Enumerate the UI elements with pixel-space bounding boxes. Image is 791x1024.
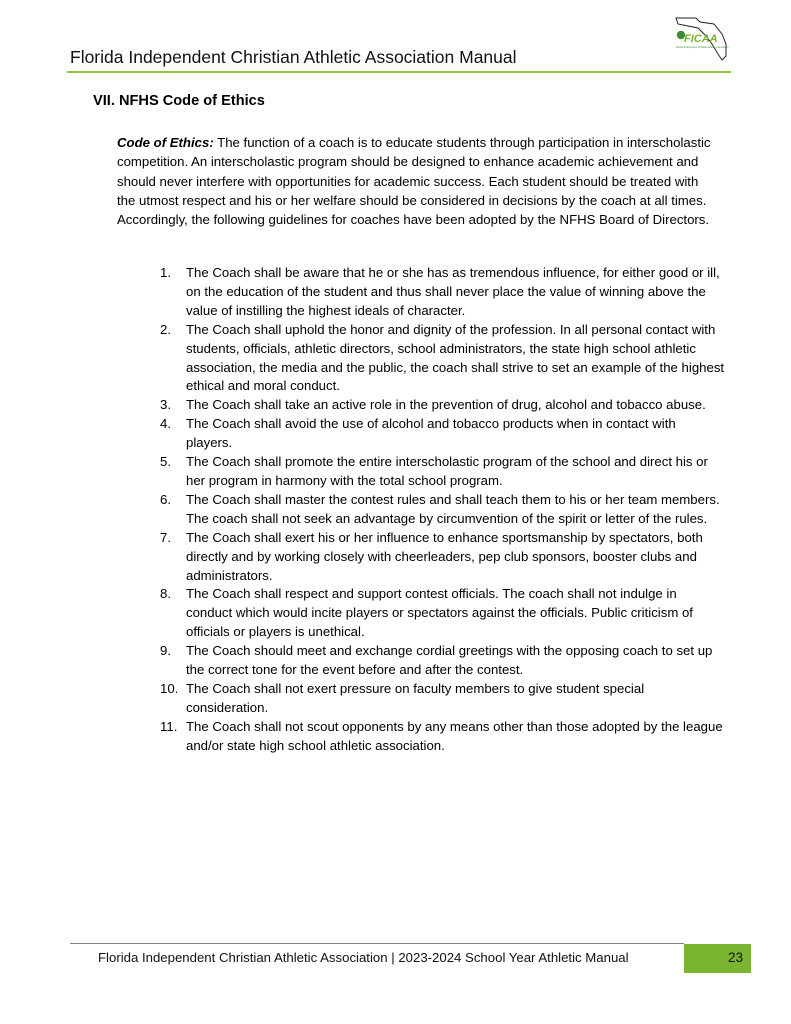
page-number-box	[684, 944, 751, 973]
guideline-item	[160, 491, 725, 529]
guideline-text: The Coach shall master the contest rules and shall teach them to his or her team members. The coach shall not seek an advantage by circumvention of the spirit or letter of the rules.	[186, 491, 720, 526]
intro-body: The function of a coach is to educate students through participation in interscholastic competition. An interscholastic program should be designed to enhance academic achievement and should never interfere with opportunities for academic success. Each student should be treated with the utmost respect and his or her welfare should be considered in decisions by the coach at all times. Accordingly, the following guidelines for coaches have been adopted by the NFHS Board of Directors.	[117, 135, 711, 228]
intro-lead: Code of Ethics:	[117, 135, 214, 150]
guideline-number: 4.	[160, 416, 171, 432]
guideline-item	[160, 718, 725, 756]
guideline-number: 1.	[160, 265, 171, 280]
guideline-item	[160, 529, 725, 586]
guideline-number: 6.	[160, 491, 171, 507]
header-divider	[67, 71, 731, 73]
guideline-text: The Coach shall not scout opponents by any means other than those adopted by the league and/or state high school athletic association.	[186, 718, 723, 753]
guideline-number: 7.	[160, 529, 171, 545]
guideline-number: 5.	[160, 454, 171, 470]
guideline-number: 10.	[160, 680, 179, 696]
guideline-item	[160, 396, 725, 415]
guideline-item	[160, 642, 725, 680]
guideline-text: The Coach shall promote the entire interscholastic program of the school and direct his or her program in harmony with the total school program.	[186, 454, 708, 488]
guideline-text: The Coach shall not exert pressure on faculty members to give student special consideration.	[186, 680, 645, 715]
intro-paragraph	[117, 133, 717, 229]
guideline-text: The Coach shall exert his or her influence to enhance sportsmanship by spectators, both directly and by working closely with cheerleaders, pep club sponsors, booster clubs and administrators.	[186, 529, 703, 583]
guideline-item	[160, 453, 725, 491]
guideline-item	[160, 415, 725, 453]
guideline-text: The Coach shall respect and support contest officials. The coach shall not indulge in conduct which would incite players or spectators against the officials. Public criticism of officials or players is unethical.	[186, 586, 693, 640]
guideline-number: 8.	[160, 586, 171, 602]
guidelines-list	[160, 264, 725, 756]
guideline-number: 2.	[160, 321, 171, 337]
guideline-text: The Coach shall be aware that he or she has as tremendous influence, for either good or ill, on the education of the student and thus shall never place the value of winning above the value of instilling the highest ideals of character.	[186, 265, 720, 318]
footer-divider	[70, 943, 684, 944]
guideline-text: The Coach should meet and exchange cordial greetings with the opposing coach to set up the correct tone for the event before and after the contest.	[186, 643, 713, 678]
footer-text: Florida Independent Christian Athletic Association | 2023-2024 School Year Athletic Manual	[98, 950, 629, 965]
guideline-item	[160, 585, 725, 642]
svg-text:FICAA: FICAA	[684, 33, 718, 45]
guideline-item	[160, 264, 725, 321]
guideline-number: 3.	[160, 397, 171, 413]
svg-text:Florida Independent Christian: Florida Independent Christian Athletic Association	[676, 46, 729, 49]
page-number: 23	[727, 950, 743, 965]
guideline-number: 9.	[160, 643, 171, 659]
section-heading: VII. NFHS Code of Ethics	[93, 93, 265, 109]
guideline-item	[160, 680, 725, 718]
guideline-number: 11.	[160, 718, 178, 734]
guideline-text: The Coach shall avoid the use of alcohol and tobacco products when in contact with players.	[186, 416, 676, 451]
ficaa-logo	[670, 14, 732, 64]
page-header-title: Florida Independent Christian Athletic Association Manual	[70, 47, 517, 67]
guideline-item	[160, 321, 725, 397]
guideline-text: The Coach shall take an active role in the prevention of drug, alcohol and tobacco abuse.	[186, 397, 706, 413]
guideline-text: The Coach shall uphold the honor and dignity of the profession. In all personal contact with students, officials, athletic directors, school administrators, the state high school athletic association, the media and the public, the coach shall strive to set an example of the highest ethical and moral conduct.	[186, 321, 725, 394]
